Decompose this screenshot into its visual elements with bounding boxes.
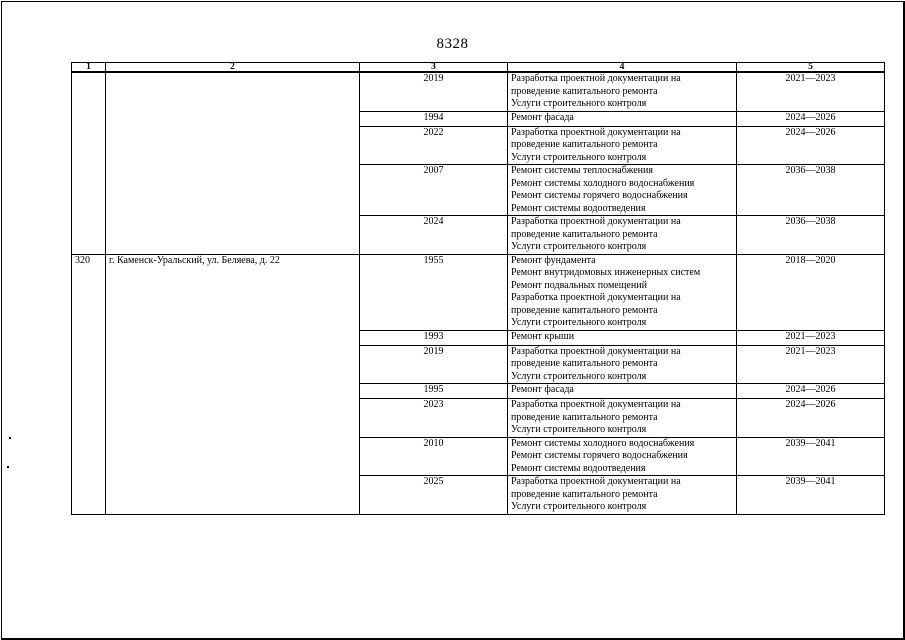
period-cell: 2024—2026 (737, 111, 885, 126)
col-header-2: 2 (106, 63, 360, 73)
object-number: 320 (72, 254, 106, 514)
year-cell: 2019 (360, 345, 508, 384)
work-item: Ремонт фасада (511, 111, 574, 123)
work-item: Услуги строительного контроля (511, 98, 647, 109)
col-header-5: 5 (737, 63, 885, 73)
work-item: Ремонт внутридомовых инженерных систем (511, 267, 701, 278)
work-item: Разработка проектной документации на (511, 399, 681, 410)
work-item: Разработка проектной документации на (511, 476, 681, 487)
col-header-4: 4 (508, 63, 737, 73)
period-cell: 2024—2026 (737, 384, 885, 399)
period-cell: 2021—2023 (737, 72, 885, 111)
year-cell: 1955 (360, 254, 508, 330)
work-item: Ремонт системы теплоснабжения (511, 165, 653, 176)
year-cell: 2025 (360, 476, 508, 515)
year-cell: 1994 (360, 111, 508, 126)
works-cell (508, 111, 737, 126)
object-address (106, 72, 360, 254)
year-cell: 1993 (360, 330, 508, 345)
work-item: Услуги строительного контроля (511, 151, 647, 163)
works-cell (508, 476, 737, 515)
works-cell (508, 384, 737, 399)
table-row (72, 254, 885, 330)
page-number: 8328 (436, 36, 469, 52)
work-item: проведение капитального ремонта (511, 488, 658, 500)
work-item: Разработка проектной документации на (511, 73, 681, 84)
works-cell (508, 345, 737, 384)
work-item: Услуги строительного контроля (511, 241, 647, 252)
header-row (72, 63, 885, 73)
period-cell: 2036—2038 (737, 216, 885, 255)
work-item: Ремонт системы холодного водоснабжения (511, 437, 695, 449)
work-item: Ремонт фасада (511, 384, 574, 395)
year-cell: 1995 (360, 384, 508, 399)
period-cell: 2021—2023 (737, 345, 885, 384)
works-cell (508, 330, 737, 345)
period-cell: 2036—2038 (737, 165, 885, 216)
year-cell: 2010 (360, 437, 508, 476)
table-row (72, 72, 885, 111)
works-cell (508, 254, 737, 330)
scan-speck (7, 466, 9, 468)
works-cell (508, 126, 737, 165)
work-item: Услуги строительного контроля (511, 370, 647, 382)
period-cell: 2021—2023 (737, 330, 885, 345)
col-header-1: 1 (72, 63, 106, 73)
work-item: Разработка проектной документации на (511, 216, 681, 227)
works-cell (508, 216, 737, 255)
work-item: Разработка проектной документации на (511, 345, 681, 357)
period-cell: 2024—2026 (737, 126, 885, 165)
work-item: проведение капитального ремонта (511, 139, 658, 150)
table-body (72, 72, 885, 514)
work-item: проведение капитального ремонта (511, 358, 658, 369)
work-item: проведение капитального ремонта (511, 411, 658, 423)
work-item: Услуги строительного контроля (511, 424, 647, 435)
work-item: Услуги строительного контроля (511, 317, 647, 328)
work-item: Услуги строительного контроля (511, 501, 647, 512)
year-cell: 2024 (360, 216, 508, 255)
work-item: Разработка проектной документации на (511, 126, 681, 138)
work-item: проведение капитального ремонта (511, 85, 658, 97)
work-item: проведение капитального ремонта (511, 228, 658, 240)
period-cell: 2039—2041 (737, 476, 885, 515)
year-cell: 2022 (360, 126, 508, 165)
work-item: Разработка проектной документации на (511, 292, 681, 303)
works-cell (508, 165, 737, 216)
work-item: Ремонт системы водоотведения (511, 202, 646, 214)
work-item: проведение капитального ремонта (511, 304, 658, 316)
scan-speck (9, 437, 11, 439)
year-cell: 2023 (360, 399, 508, 438)
period-cell: 2018—2020 (737, 254, 885, 330)
period-cell: 2024—2026 (737, 399, 885, 438)
year-cell: 2019 (360, 72, 508, 111)
work-item: Ремонт подвальных помещений (511, 279, 647, 291)
work-item: Ремонт крыши (511, 330, 575, 342)
work-item: Ремонт системы горячего водоснабжения (511, 450, 688, 461)
work-item: Ремонт фундамента (511, 254, 596, 266)
work-item: Ремонт системы водоотведения (511, 462, 646, 474)
repair-schedule-table (71, 62, 885, 515)
object-number (72, 72, 106, 254)
work-item: Ремонт системы холодного водоснабжения (511, 177, 695, 189)
year-cell: 2007 (360, 165, 508, 216)
object-address: г. Каменск-Уральский, ул. Беляева, д. 22 (106, 254, 360, 514)
period-cell: 2039—2041 (737, 437, 885, 476)
works-cell (508, 437, 737, 476)
work-item: Ремонт системы горячего водоснабжения (511, 190, 688, 201)
works-cell (508, 399, 737, 438)
works-cell (508, 72, 737, 111)
col-header-3: 3 (360, 63, 508, 73)
